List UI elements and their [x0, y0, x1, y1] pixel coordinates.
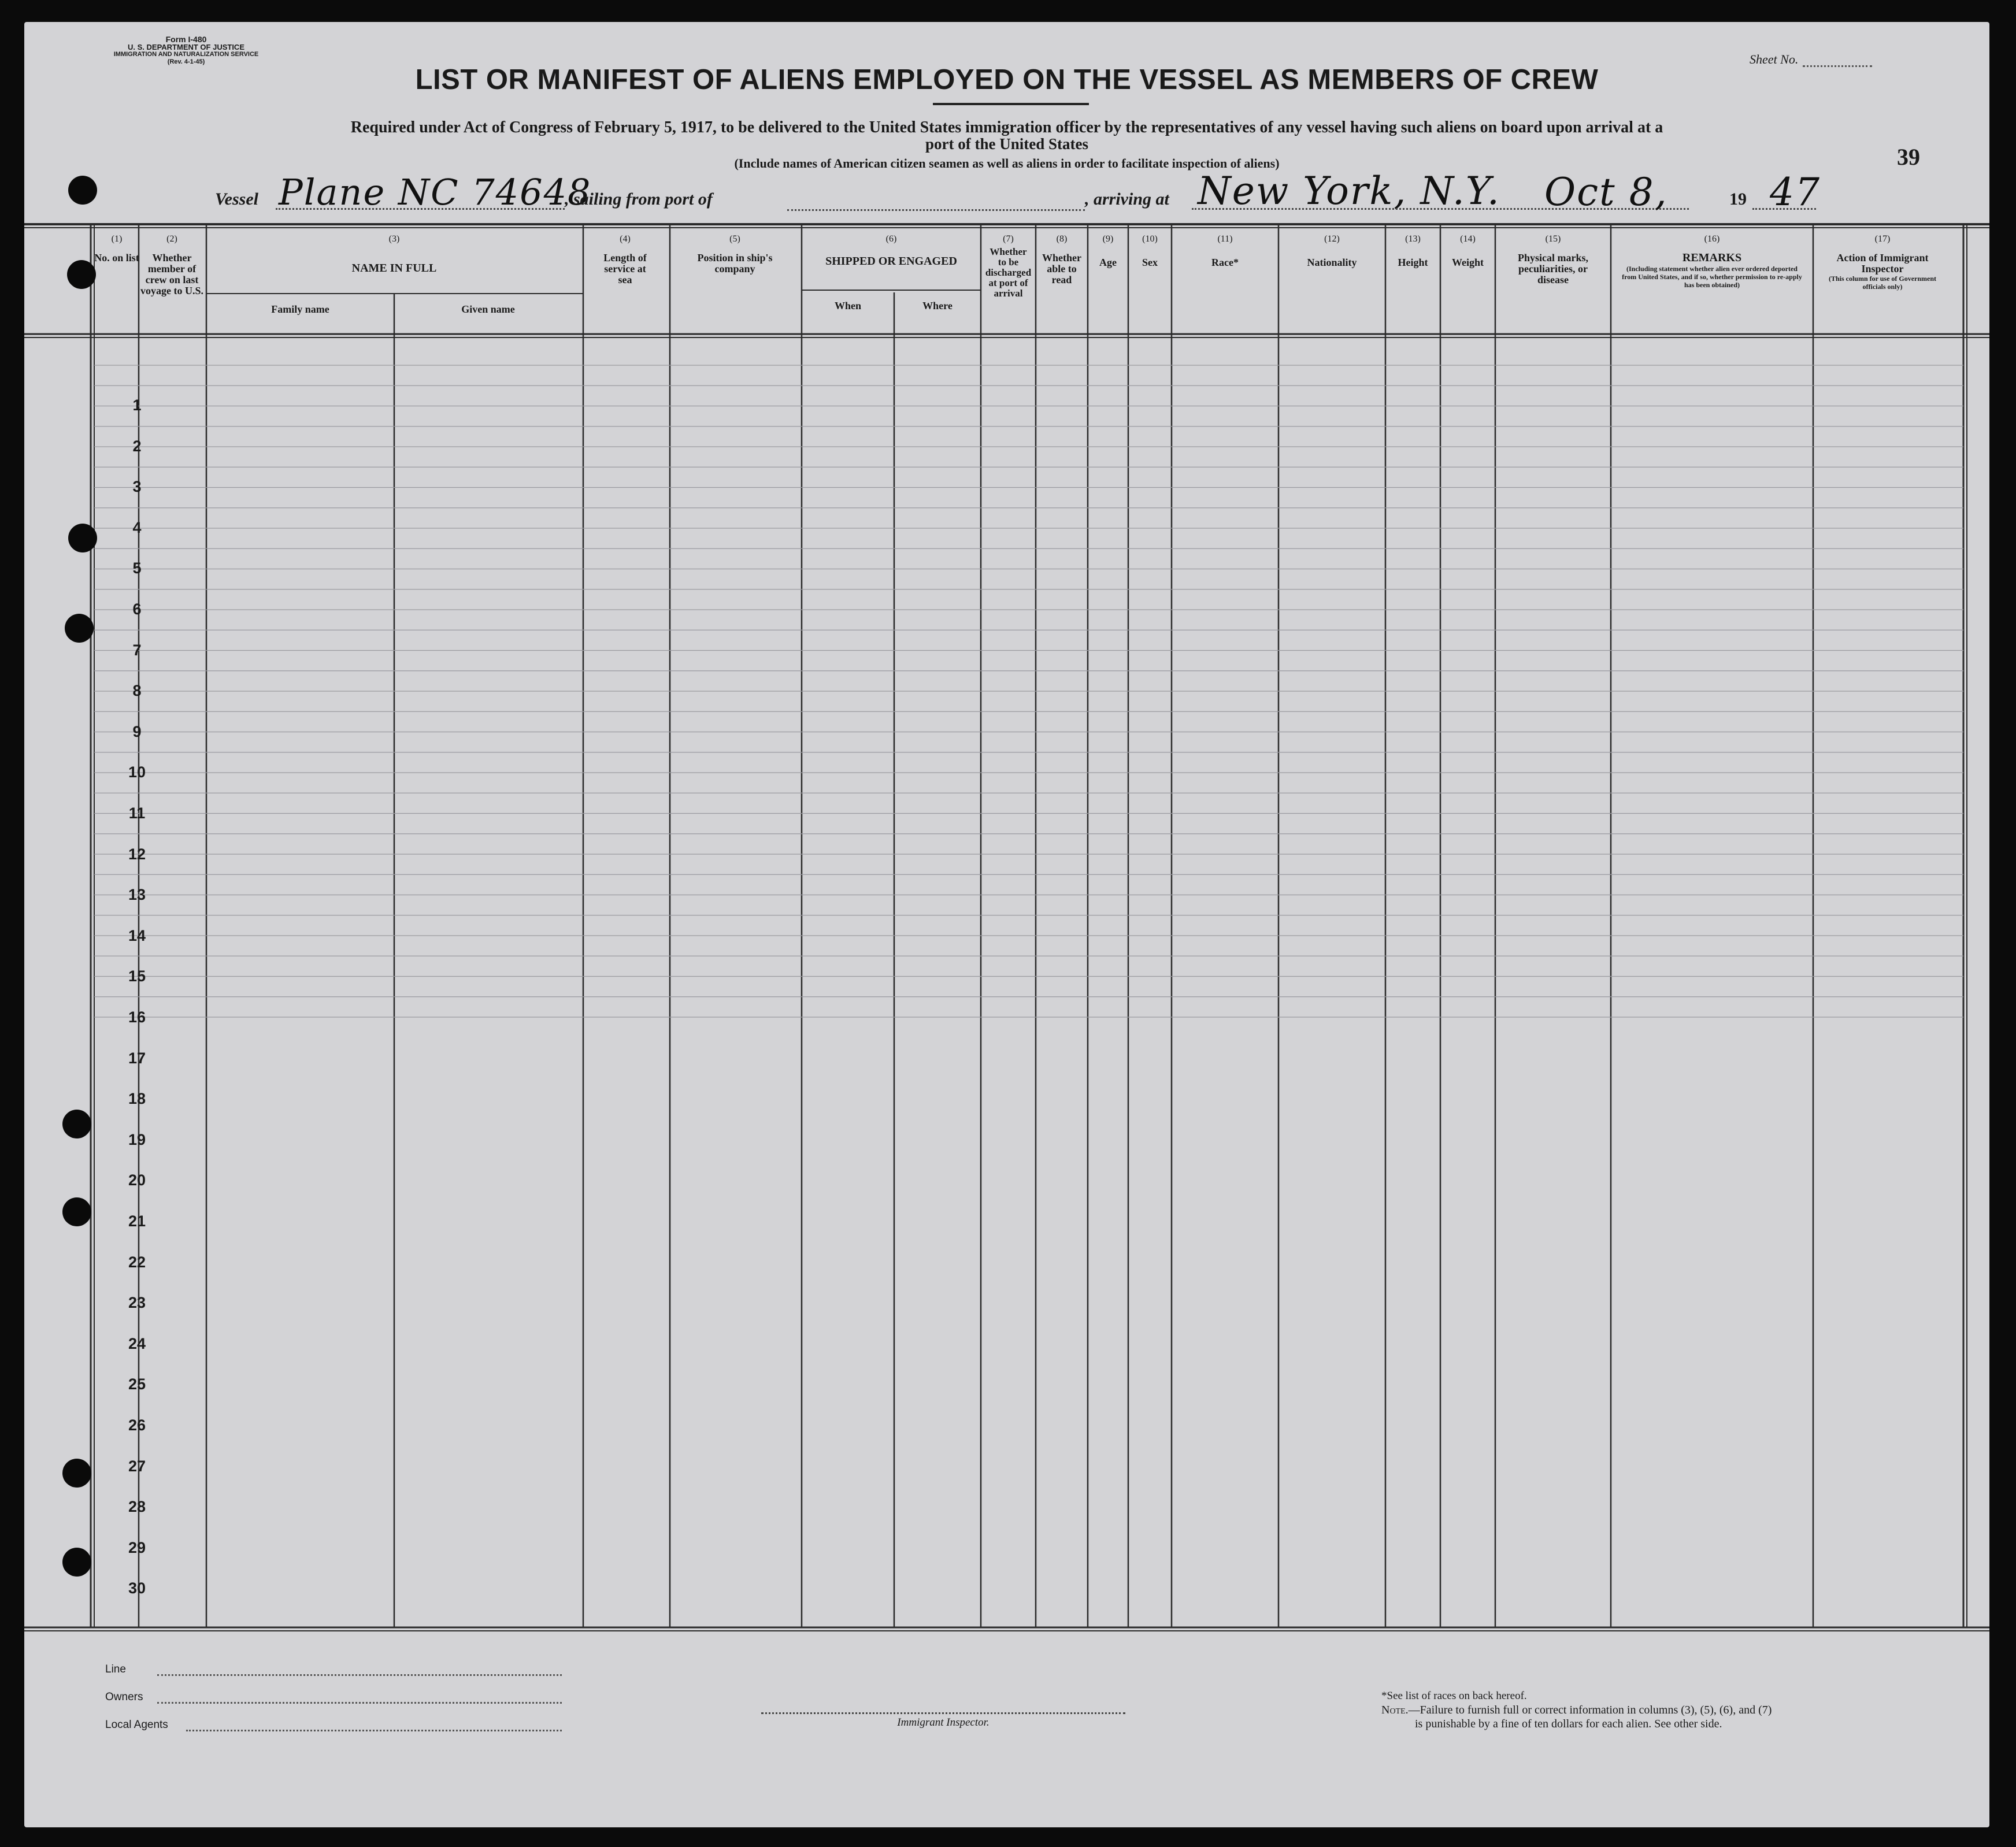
col-1-label: No. on list	[94, 252, 139, 264]
punch-hole-4	[65, 614, 94, 643]
col-2-label: Whether member of crew on last voyage to U.S.	[140, 252, 203, 296]
row-number: 4	[132, 518, 142, 536]
agents-field	[186, 1730, 562, 1731]
col-1-number: (1)	[111, 234, 123, 244]
line-label: Line	[105, 1663, 126, 1675]
col-10-label: Sex	[1142, 257, 1158, 268]
col-9-number: (9)	[1102, 234, 1114, 244]
row-number: 22	[128, 1253, 146, 1271]
row-number: 10	[128, 763, 146, 781]
given-name-header	[394, 304, 582, 315]
row-number: 21	[128, 1212, 146, 1230]
col-9-header	[1088, 233, 1128, 268]
row-number: 5	[132, 559, 142, 577]
year-prefix: 19	[1729, 190, 1747, 209]
shipped-where-header	[894, 301, 981, 311]
arriving-at-value: New York, N.Y.	[1198, 169, 1500, 213]
row-number: 27	[128, 1457, 146, 1475]
col-10-number: (10)	[1142, 234, 1158, 244]
row-number: 8	[132, 682, 142, 700]
vessel-name-value: Plane NC 74648	[279, 171, 592, 213]
col-4-number: (4)	[620, 234, 631, 244]
col-10-header	[1128, 233, 1172, 268]
col-6-number: (6)	[885, 234, 897, 244]
col-14-number: (14)	[1460, 234, 1476, 244]
inspector-signature-line	[761, 1712, 1125, 1714]
row-number: 17	[128, 1049, 146, 1067]
shipped-when-label: When	[834, 300, 861, 311]
family-name-header	[206, 304, 394, 315]
col-17-header	[1813, 233, 1952, 291]
subtitle-line-2: port of the United States	[925, 135, 1088, 153]
family-name-label: Family name	[271, 303, 329, 315]
row-number: 13	[128, 886, 146, 904]
col-2-header	[139, 233, 205, 296]
col-12-number: (12)	[1324, 234, 1340, 244]
col-3-header	[206, 233, 582, 274]
owners-label: Owners	[105, 1691, 143, 1703]
page-title: LIST OR MANIFEST OF ALIENS EMPLOYED ON THE VESSEL AS MEMBERS OF CREW	[415, 64, 1599, 95]
col-3-number: (3)	[388, 234, 400, 244]
punch-hole-1	[68, 176, 97, 205]
row-number: 12	[128, 845, 146, 863]
col-14-header	[1440, 233, 1495, 268]
col-15-label: Physical marks, peculiarities, or disease	[1517, 252, 1588, 285]
page-number: 39	[1897, 144, 1920, 170]
col-5-header	[670, 233, 800, 275]
owners-field	[157, 1702, 562, 1704]
col-11-label: Race*	[1211, 257, 1239, 268]
col-5-label: Position in ship's company	[697, 252, 773, 275]
row-number: 2	[132, 437, 142, 455]
col-8-header	[1036, 233, 1088, 285]
col-6-label: SHIPPED OR ENGAGED	[825, 255, 957, 268]
punch-hole-7	[62, 1459, 91, 1488]
col-3-label: NAME IN FULL	[351, 262, 437, 275]
punch-hole-8	[62, 1548, 91, 1577]
punch-hole-6	[62, 1197, 91, 1226]
footer-owners	[105, 1691, 562, 1704]
line-field	[157, 1674, 562, 1676]
arriving-at-label: , arriving at	[1085, 190, 1169, 209]
note-label: Note.	[1381, 1704, 1409, 1716]
col-8-number: (8)	[1056, 234, 1068, 244]
col-7-header	[981, 233, 1036, 299]
agents-label: Local Agents	[105, 1719, 168, 1731]
col-11-header	[1172, 233, 1278, 268]
col-5-number: (5)	[729, 234, 740, 244]
col-15-header	[1495, 233, 1611, 285]
footer-agents	[105, 1719, 562, 1731]
col-6-header	[802, 233, 981, 267]
col-17-label: Action of Immigrant Inspector	[1836, 252, 1929, 275]
col-4-label: Length of service at sea	[603, 252, 647, 285]
races-note: *See list of races on back hereof.	[1381, 1690, 1527, 1702]
row-number: 9	[132, 722, 142, 740]
note-text: —Failure to furnish full or correct information in columns (3), (5), (6), and (7)	[1408, 1704, 1772, 1716]
row-number: 7	[132, 641, 142, 659]
shipped-where-label: Where	[922, 300, 953, 311]
manifest-sheet	[24, 22, 1989, 1827]
col-11-number: (11)	[1217, 234, 1233, 244]
col-2-number: (2)	[166, 234, 177, 244]
punch-hole-3	[68, 524, 97, 552]
col-16-label: REMARKS	[1682, 251, 1742, 264]
col-7-label: Whether to be discharged at port of arrival	[985, 246, 1032, 299]
row-number: 14	[128, 926, 146, 944]
col-17-note: (This column for use of Government officials only)	[1828, 275, 1937, 291]
revision-date: (Rev. 4-1-45)	[167, 58, 205, 65]
col-16-number: (16)	[1704, 234, 1720, 244]
row-number: 3	[132, 478, 142, 496]
department-name: U. S. DEPARTMENT OF JUSTICE	[128, 43, 244, 51]
col-8-label: Whether able to read	[1042, 252, 1081, 285]
punch-hole-2	[67, 260, 96, 289]
sailing-from-label: , sailing from port of	[565, 190, 713, 209]
row-number: 15	[128, 967, 146, 985]
col-9-label: Age	[1099, 257, 1117, 268]
subtitle-note: (Include names of American citizen seamen as well as aliens in order to facilitate inspection of aliens)	[734, 156, 1280, 170]
subtitle-line-1: Required under Act of Congress of February 5, 1917, to be delivered to the United States immigration officer by the representatives of any vessel having such aliens on board upon arrival at a	[350, 118, 1663, 136]
year-value: 47	[1770, 170, 1821, 214]
col-12-header	[1278, 233, 1385, 268]
row-number: 16	[128, 1008, 146, 1026]
col-14-label: Weight	[1451, 257, 1484, 268]
given-name-label: Given name	[461, 303, 515, 315]
punch-hole-5	[62, 1110, 91, 1138]
row-number: 26	[128, 1416, 146, 1434]
row-number: 6	[132, 600, 142, 618]
sheet-number-label: Sheet No.	[1750, 52, 1799, 66]
row-number: 11	[128, 804, 146, 822]
arrival-date-value: Oct 8,	[1544, 170, 1668, 214]
penalty-note	[1381, 1704, 1772, 1717]
col-17-number: (17)	[1874, 234, 1891, 244]
inspector-label: Immigrant Inspector.	[897, 1716, 990, 1729]
row-number: 29	[128, 1538, 146, 1556]
col-16-header	[1611, 233, 1813, 289]
col-1-header	[94, 233, 140, 264]
col-15-number: (15)	[1545, 234, 1561, 244]
col-4-header	[583, 233, 667, 285]
penalty-note-2: is punishable by a fine of ten dollars for each alien. See other side.	[1415, 1718, 1722, 1730]
footer-line	[105, 1663, 562, 1676]
row-number: 19	[128, 1130, 146, 1148]
col-13-header	[1385, 233, 1440, 268]
row-number: 24	[128, 1334, 146, 1352]
col-13-label: Height	[1398, 257, 1428, 268]
col-12-label: Nationality	[1307, 257, 1357, 268]
row-number: 23	[128, 1294, 146, 1312]
row-number: 18	[128, 1090, 146, 1108]
vessel-label: Vessel	[215, 190, 258, 209]
col-16-note: (Including statement whether alien ever ordered deported from United States, and if so, whether permission to re-apply has been obtained)	[1622, 265, 1802, 289]
row-number: 28	[128, 1498, 146, 1516]
service-name: IMMIGRATION AND NATURALIZATION SERVICE	[113, 51, 259, 58]
row-number: 20	[128, 1171, 146, 1189]
row-number: 25	[128, 1375, 146, 1393]
form-number: Form I-480	[165, 35, 207, 44]
col-7-number: (7)	[1003, 234, 1014, 244]
row-number: 1	[132, 396, 142, 414]
row-number: 30	[128, 1579, 146, 1597]
shipped-when-header	[802, 301, 894, 311]
col-13-number: (13)	[1405, 234, 1421, 244]
